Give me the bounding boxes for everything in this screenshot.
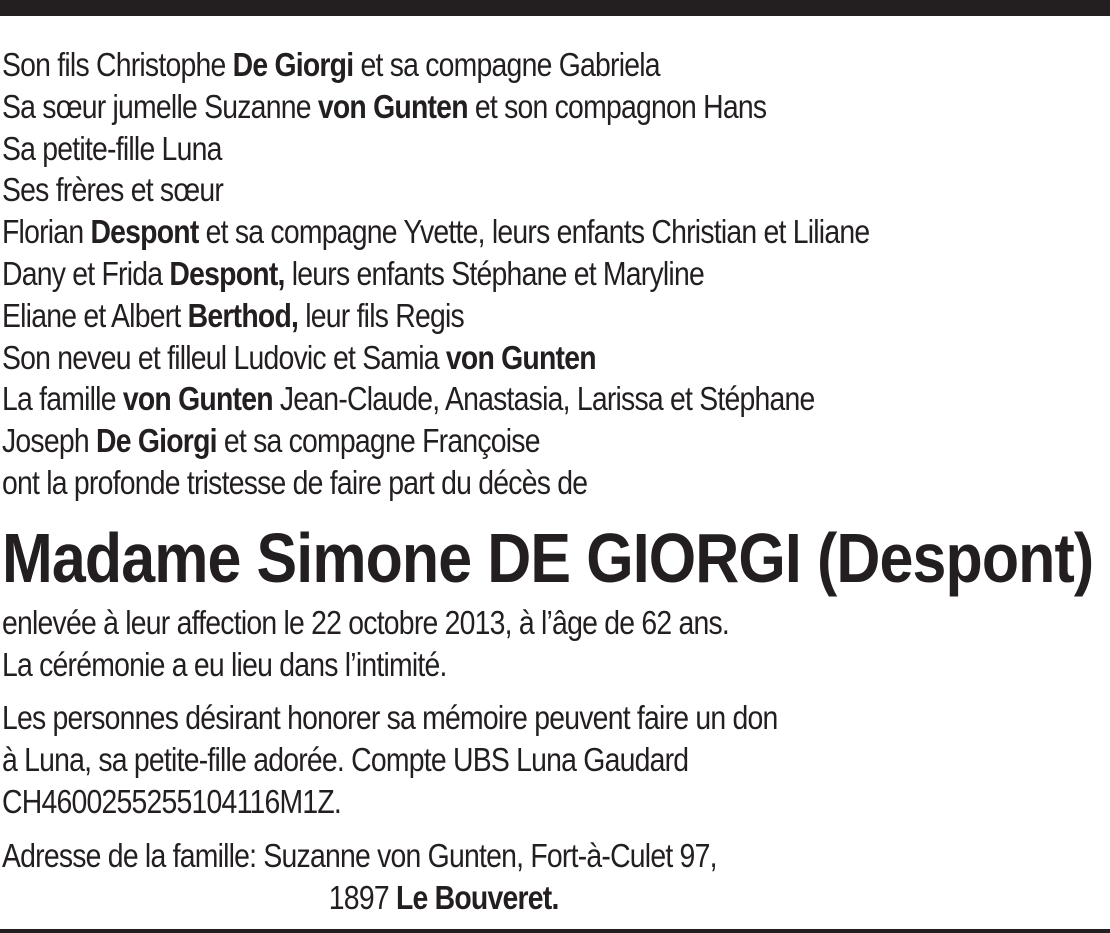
postal-code: 1897 <box>328 878 396 916</box>
top-rule <box>0 0 1110 16</box>
family-line: Sa petite-fille Luna <box>2 129 222 167</box>
family-line: La famille von Gunten Jean-Claude, Anastasia, Larissa et Stéphane <box>2 380 815 418</box>
family-line: Joseph De Giorgi et sa compagne Françoise <box>2 422 540 460</box>
donation-account: CH4600255255104116M1Z. <box>2 782 342 820</box>
family-line: Son fils Christophe De Giorgi et sa compagne Gabriela <box>2 46 660 83</box>
family-line: Florian Despont et sa compagne Yvette, leurs enfants Christian et Liliane <box>2 213 870 251</box>
donation-line: à Luna, sa petite-fille adorée. Compte UBS Luna Gaudard <box>2 741 689 779</box>
family-address <box>2 835 1100 919</box>
address-town-line <box>2 877 946 919</box>
family-list <box>2 44 1100 504</box>
announcement-line: ont la profonde tristesse de faire part du décès de <box>2 463 588 501</box>
deceased-name: Madame Simone DE GIORGI (Despont) <box>2 518 1094 597</box>
family-line: Son neveu et filleul Ludovic et Samia von Gunten <box>2 338 596 376</box>
donation-line: Les personnes désirant honorer sa mémoire peuvent faire un don <box>2 699 778 737</box>
family-line: Dany et Frida Despont, leurs enfants Stéphane et Maryline <box>2 254 704 292</box>
family-line: Sa sœur jumelle Suzanne von Gunten et son compagnon Hans <box>2 87 767 125</box>
passing-date-line: enlevée à leur affection le 22 octobre 2013, à l’âge de 62 ans. <box>2 603 730 641</box>
bottom-rule <box>0 929 1110 933</box>
address-line: Adresse de la famille: Suzanne von Gunten, Fort-à-Culet 97, <box>2 836 717 874</box>
obituary-notice <box>2 44 1100 918</box>
town-name: Le Bouveret. <box>395 878 559 916</box>
family-line: Ses frères et sœur <box>2 171 224 209</box>
ceremony-line: La cérémonie a eu lieu dans l’intimité. <box>2 645 447 683</box>
donation-paragraph <box>2 697 1100 822</box>
family-line: Eliane et Albert Berthod, leur fils Regis <box>2 296 464 334</box>
